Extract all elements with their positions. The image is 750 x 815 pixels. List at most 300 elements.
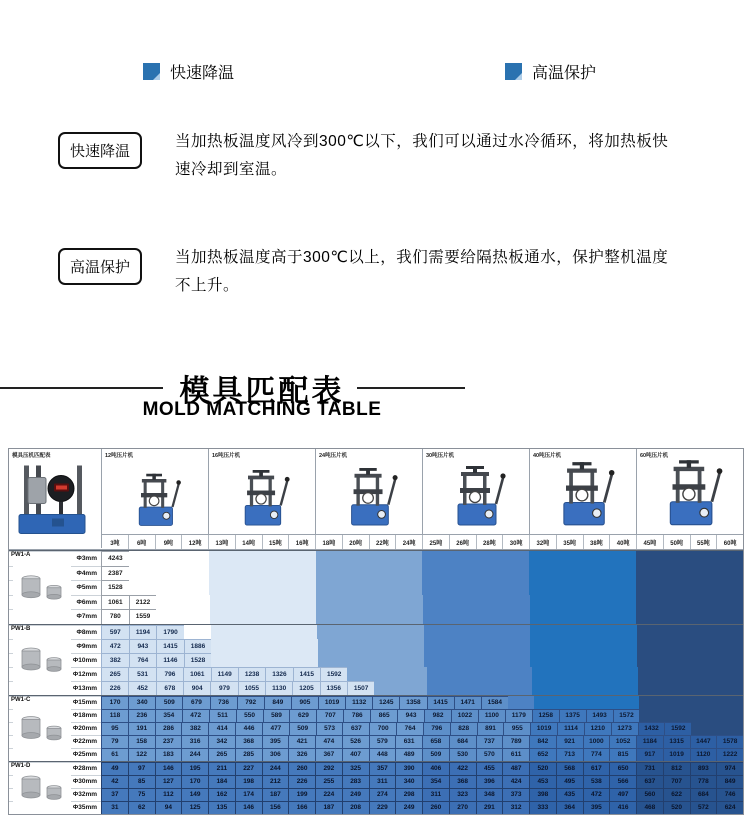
pressure-cell: 373	[502, 788, 529, 801]
tonnage-header-cell: 45吨	[636, 535, 663, 549]
mold-group	[9, 695, 743, 761]
pressure-cell: 572	[690, 801, 717, 814]
pressure-cell: 905	[291, 696, 318, 709]
mold-group	[9, 761, 743, 814]
pressure-cell: 1507	[347, 681, 374, 695]
pressure-cell: 31	[101, 801, 128, 814]
table-row	[9, 639, 743, 653]
empty-cell	[291, 639, 318, 653]
pressure-cell: 815	[609, 748, 636, 761]
diameter-label: Φ28mm	[9, 762, 101, 775]
pressure-cell: 736	[210, 696, 237, 709]
empty-cell	[556, 580, 583, 595]
pressure-cell: 509	[155, 696, 182, 709]
pressure-cell: 382	[101, 653, 129, 667]
tonnage-header-cell: 28吨	[476, 535, 503, 549]
empty-cell	[585, 667, 611, 681]
empty-cell	[609, 580, 636, 595]
empty-cell	[583, 609, 610, 624]
empty-cell	[530, 653, 557, 667]
empty-cell	[290, 595, 317, 610]
empty-cell	[503, 566, 530, 581]
pressure-cell: 1245	[372, 696, 399, 709]
empty-cell	[530, 609, 557, 624]
empty-cell	[238, 653, 265, 667]
pressure-cell: 421	[288, 735, 315, 748]
pressure-cell: 828	[450, 722, 477, 735]
pressure-cell: 75	[128, 788, 155, 801]
empty-cell	[609, 566, 636, 581]
pressure-cell: 4243	[101, 551, 129, 566]
pressure-cell: 382	[181, 722, 208, 735]
empty-cell	[557, 653, 584, 667]
pressure-cell: 774	[583, 748, 610, 761]
pressure-cell: 455	[476, 762, 503, 775]
empty-cell	[262, 566, 289, 581]
empty-cell	[609, 551, 636, 566]
pressure-cell: 746	[716, 788, 743, 801]
empty-cell	[290, 609, 317, 624]
pressure-cell: 187	[315, 801, 342, 814]
press-machine-icon	[657, 458, 723, 528]
pressure-cell: 170	[181, 775, 208, 788]
pressure-cell: 211	[208, 762, 235, 775]
pressure-cell: 260	[422, 801, 449, 814]
tonnage-header-cell: 3吨	[102, 535, 128, 549]
pressure-cell: 265	[208, 748, 235, 761]
pressure-cell: 97	[128, 762, 155, 775]
pressure-cell: 764	[129, 653, 157, 667]
table-row	[9, 595, 743, 610]
pressure-cell: 520	[663, 801, 690, 814]
empty-cell	[262, 580, 289, 595]
empty-cell	[476, 551, 503, 566]
empty-cell	[263, 609, 290, 624]
empty-cell	[344, 653, 371, 667]
pressure-cell: 684	[449, 735, 476, 748]
pressure-cell: 61	[101, 748, 128, 761]
table-row	[9, 788, 743, 801]
press-machine-icon	[446, 464, 506, 528]
mold-model-label: PW1-A	[11, 552, 31, 558]
empty-cell	[264, 653, 291, 667]
pressure-cell: 652	[529, 748, 556, 761]
pressure-cell: 509	[289, 722, 316, 735]
pressure-cell: 390	[395, 762, 422, 775]
pressure-cell: 579	[369, 735, 396, 748]
pressure-cell: 237	[155, 735, 182, 748]
empty-cell	[422, 580, 449, 595]
diameter-label: Φ18mm	[9, 709, 101, 722]
empty-cell	[504, 639, 531, 653]
empty-cell	[716, 551, 743, 566]
diameter-label: Φ13mm	[9, 681, 101, 695]
diameter-label: Φ4mm	[9, 566, 101, 581]
empty-cell	[583, 566, 610, 581]
empty-cell	[397, 625, 424, 639]
machine-label: 30吨压片机	[426, 453, 455, 459]
pressure-cell: 1493	[586, 709, 613, 722]
pressure-cell: 531	[128, 667, 155, 681]
pressure-cell: 921	[556, 735, 583, 748]
diameter-label: Φ10mm	[9, 653, 101, 667]
pressure-cell: 125	[181, 801, 208, 814]
empty-cell	[238, 639, 265, 653]
empty-cell	[343, 595, 370, 610]
empty-cell	[717, 722, 743, 735]
pressure-cell: 573	[316, 722, 343, 735]
pressure-cell: 570	[476, 748, 503, 761]
empty-cell	[342, 580, 369, 595]
pressure-cell: 2387	[101, 566, 129, 581]
pressure-cell: 127	[155, 775, 182, 788]
empty-cell	[209, 580, 236, 595]
pressure-cell: 396	[476, 775, 503, 788]
pressure-cell: 184	[208, 775, 235, 788]
empty-cell	[557, 625, 584, 639]
pressure-cell: 893	[690, 762, 717, 775]
empty-cell	[611, 667, 637, 681]
empty-cell	[397, 639, 424, 653]
empty-cell	[236, 609, 263, 624]
section-title-en: MOLD MATCHING TABLE	[142, 399, 382, 420]
pressure-cell: 112	[155, 788, 182, 801]
pressure-cell: 208	[342, 801, 369, 814]
table-row	[9, 801, 743, 814]
pressure-cell: 452	[128, 681, 155, 695]
tonnage-header-cell: 60吨	[716, 535, 743, 549]
pressure-cell: 1559	[129, 609, 157, 624]
tonnage-header-cell: 24吨	[395, 535, 422, 549]
mold-model-label: PW1-B	[11, 625, 31, 632]
pressure-cell: 1432	[638, 722, 665, 735]
tonnage-header-cell: 35吨	[556, 535, 583, 549]
pressure-cell: 679	[182, 696, 209, 709]
pressure-cell: 731	[636, 762, 663, 775]
empty-cell	[690, 595, 717, 610]
pressure-cell: 354	[422, 775, 449, 788]
empty-cell	[690, 639, 717, 653]
pressure-cell: 95	[101, 722, 128, 735]
pressure-cell: 1358	[399, 696, 426, 709]
empty-cell	[342, 551, 369, 566]
pressure-cell: 49	[101, 762, 128, 775]
empty-cell	[291, 653, 318, 667]
empty-cell	[583, 595, 610, 610]
table-row	[9, 722, 743, 735]
empty-cell	[182, 566, 209, 581]
empty-cell	[236, 595, 263, 610]
pressure-cell: 1592	[320, 667, 347, 681]
pressure-cell: 1592	[664, 722, 691, 735]
pressure-cell: 538	[583, 775, 610, 788]
empty-cell	[182, 580, 209, 595]
empty-cell	[611, 681, 637, 695]
empty-cell	[424, 653, 451, 667]
pressure-cell: 707	[316, 709, 343, 722]
press-machine-icon	[234, 468, 290, 528]
pressure-cell: 1100	[478, 709, 505, 722]
empty-cell	[583, 625, 610, 639]
empty-cell	[639, 696, 665, 709]
machine-header-cell	[529, 449, 636, 534]
empty-cell	[503, 595, 530, 610]
pressure-cell: 227	[235, 762, 262, 775]
empty-cell	[716, 653, 743, 667]
empty-cell	[209, 566, 236, 581]
empty-cell	[585, 681, 611, 695]
empty-cell	[316, 551, 343, 566]
pressure-cell: 472	[583, 788, 610, 801]
empty-cell	[476, 609, 503, 624]
empty-cell	[210, 609, 237, 624]
machine-label: 60吨压片机	[640, 453, 669, 459]
machine-label: 12吨压片机	[105, 453, 134, 459]
pressure-cell: 631	[395, 735, 422, 748]
pressure-cell: 422	[449, 762, 476, 775]
pressure-cell: 342	[208, 735, 235, 748]
pressure-cell: 340	[395, 775, 422, 788]
table-row	[9, 735, 743, 748]
pressure-cell: 943	[129, 639, 157, 653]
machine-header-cell	[102, 449, 208, 534]
pressure-cell: 224	[315, 788, 342, 801]
feature-item-fast-cooling	[143, 60, 234, 83]
empty-cell	[717, 681, 743, 695]
pressure-cell: 472	[101, 639, 129, 653]
empty-cell	[374, 681, 400, 695]
pressure-cell: 796	[156, 667, 183, 681]
table-row	[9, 625, 743, 639]
empty-cell	[610, 625, 637, 639]
pressure-cell: 1447	[690, 735, 717, 748]
empty-cell	[264, 639, 291, 653]
pressure-cell: 904	[183, 681, 210, 695]
pressure-cell: 713	[556, 748, 583, 761]
empty-cell	[556, 595, 583, 610]
empty-cell	[477, 625, 504, 639]
pressure-cell: 520	[529, 762, 556, 775]
pressure-cell: 291	[476, 801, 503, 814]
pressure-cell: 474	[315, 735, 342, 748]
tonnage-header-cell: 20吨	[342, 535, 369, 549]
empty-cell	[717, 667, 743, 681]
pressure-cell: 340	[128, 696, 155, 709]
press-machine-icon	[551, 460, 615, 528]
pressure-cell: 236	[128, 709, 155, 722]
empty-cell	[529, 566, 556, 581]
empty-cell	[342, 566, 369, 581]
pressure-cell: 198	[235, 775, 262, 788]
empty-cell	[610, 639, 637, 653]
pressure-cell: 495	[556, 775, 583, 788]
pressure-cell: 42	[101, 775, 128, 788]
pressure-cell: 780	[101, 609, 129, 624]
empty-cell	[422, 566, 449, 581]
pressure-cell: 789	[502, 735, 529, 748]
empty-cell	[583, 551, 610, 566]
empty-cell	[690, 653, 717, 667]
empty-cell	[663, 566, 690, 581]
empty-cell	[264, 625, 291, 639]
empty-cell	[289, 566, 316, 581]
empty-cell	[424, 639, 451, 653]
pressure-cell: 298	[395, 788, 422, 801]
pressure-cell: 700	[369, 722, 396, 735]
pressure-cell: 364	[556, 801, 583, 814]
tonnage-header-cell: 22吨	[369, 535, 396, 549]
empty-cell	[691, 722, 717, 735]
empty-cell	[397, 653, 424, 667]
empty-cell	[262, 551, 289, 566]
mold-matching-table	[8, 448, 744, 815]
empty-cell	[716, 580, 743, 595]
empty-cell	[610, 595, 637, 610]
pressure-cell: 1019	[318, 696, 345, 709]
pressure-cell: 162	[208, 788, 235, 801]
pressure-cell: 526	[342, 735, 369, 748]
empty-cell	[689, 580, 716, 595]
pressure-cell: 187	[262, 788, 289, 801]
pressure-cell: 1061	[101, 595, 129, 610]
pressure-cell: 1578	[716, 735, 743, 748]
pressure-cell: 1000	[583, 735, 610, 748]
empty-cell	[637, 653, 664, 667]
empty-cell	[316, 609, 343, 624]
empty-cell	[476, 580, 503, 595]
empty-cell	[664, 681, 690, 695]
paragraph-fast-cooling: 当加热板温度风冷到300℃以下，我们可以通过水冷循环，将加热板快速冷却到室温。	[175, 133, 669, 178]
pressure-cell: 842	[529, 735, 556, 748]
empty-cell	[370, 625, 397, 639]
tag-box-high-temp: 高温保护	[58, 248, 142, 285]
pressure-cell: 472	[182, 709, 209, 722]
pressure-cell: 407	[342, 748, 369, 761]
pressure-cell: 62	[128, 801, 155, 814]
pressure-cell: 1130	[265, 681, 292, 695]
pressure-cell: 786	[343, 709, 370, 722]
machine-header-cell	[208, 449, 315, 534]
pressure-cell: 1273	[611, 722, 638, 735]
pressure-cell: 1114	[557, 722, 584, 735]
diameter-label: Φ12mm	[9, 667, 101, 681]
pressure-cell: 174	[235, 788, 262, 801]
pressure-cell: 611	[502, 748, 529, 761]
pressure-cell: 446	[235, 722, 262, 735]
empty-cell	[129, 580, 156, 595]
tonnage-header-cell: 12吨	[181, 535, 208, 549]
empty-cell	[156, 609, 183, 624]
empty-cell	[396, 595, 423, 610]
pressure-cell: 511	[209, 709, 236, 722]
pressure-cell: 891	[477, 722, 504, 735]
empty-cell	[183, 609, 210, 624]
tonnage-header-cell: 14吨	[235, 535, 262, 549]
pressure-cell: 1179	[505, 709, 532, 722]
table-row	[9, 762, 743, 775]
empty-cell	[716, 595, 743, 610]
empty-cell	[183, 595, 210, 610]
empty-cell	[689, 566, 716, 581]
empty-cell	[344, 625, 371, 639]
table-header	[9, 449, 743, 550]
empty-cell	[449, 551, 476, 566]
diameter-label: Φ15mm	[9, 696, 101, 709]
empty-cell	[557, 639, 584, 653]
pressure-cell: 414	[208, 722, 235, 735]
pressure-cell: 146	[155, 762, 182, 775]
press-machine-icon	[340, 466, 398, 528]
pressure-cell: 1528	[184, 653, 212, 667]
empty-cell	[236, 551, 263, 566]
table-row	[9, 709, 743, 722]
pressure-cell: 796	[423, 722, 450, 735]
bullet-square-icon	[143, 63, 160, 80]
pressure-cell: 617	[583, 762, 610, 775]
empty-cell	[317, 625, 344, 639]
pressure-cell: 357	[369, 762, 396, 775]
empty-cell	[636, 580, 663, 595]
empty-cell	[400, 667, 426, 681]
pressure-cell: 1471	[454, 696, 481, 709]
empty-cell	[423, 595, 450, 610]
pressure-cell: 311	[369, 775, 396, 788]
empty-cell	[211, 653, 238, 667]
bullet-square-icon	[505, 63, 522, 80]
pressure-cell: 1061	[183, 667, 210, 681]
empty-cell	[529, 551, 556, 566]
empty-cell	[369, 551, 396, 566]
pressure-cell: 199	[288, 788, 315, 801]
empty-cell	[690, 625, 717, 639]
empty-cell	[129, 566, 156, 581]
pressure-cell: 566	[609, 775, 636, 788]
pressure-cell: 917	[636, 748, 663, 761]
mold-group	[9, 624, 743, 695]
pressure-cell: 530	[449, 748, 476, 761]
empty-cell	[529, 580, 556, 595]
mold-group	[9, 550, 743, 624]
tonnage-header-cell: 15吨	[262, 535, 289, 549]
pressure-cell: 979	[210, 681, 237, 695]
empty-cell	[401, 681, 427, 695]
pressure-cell: 650	[609, 762, 636, 775]
pressure-cell: 183	[155, 748, 182, 761]
empty-cell	[477, 639, 504, 653]
tonnage-header-row	[102, 534, 743, 549]
empty-cell	[503, 580, 530, 595]
machine-header-row	[102, 449, 743, 534]
pressure-cell: 468	[636, 801, 663, 814]
diameter-label: Φ5mm	[9, 580, 101, 595]
pressure-cell: 395	[583, 801, 610, 814]
pressure-cell: 170	[101, 696, 128, 709]
pressure-cell: 1415	[156, 639, 184, 653]
feature-label: 高温保护	[532, 65, 597, 82]
empty-cell	[289, 580, 316, 595]
pressure-cell: 285	[235, 748, 262, 761]
pressure-cell: 156	[262, 801, 289, 814]
pressure-cell: 1356	[320, 681, 347, 695]
pressure-cell: 244	[181, 748, 208, 761]
pressure-cell: 226	[288, 775, 315, 788]
empty-cell	[396, 566, 423, 581]
pressure-cell: 312	[502, 801, 529, 814]
empty-cell	[155, 566, 182, 581]
pressure-cell: 865	[370, 709, 397, 722]
pressure-cell: 2122	[129, 595, 157, 610]
empty-cell	[636, 566, 663, 581]
